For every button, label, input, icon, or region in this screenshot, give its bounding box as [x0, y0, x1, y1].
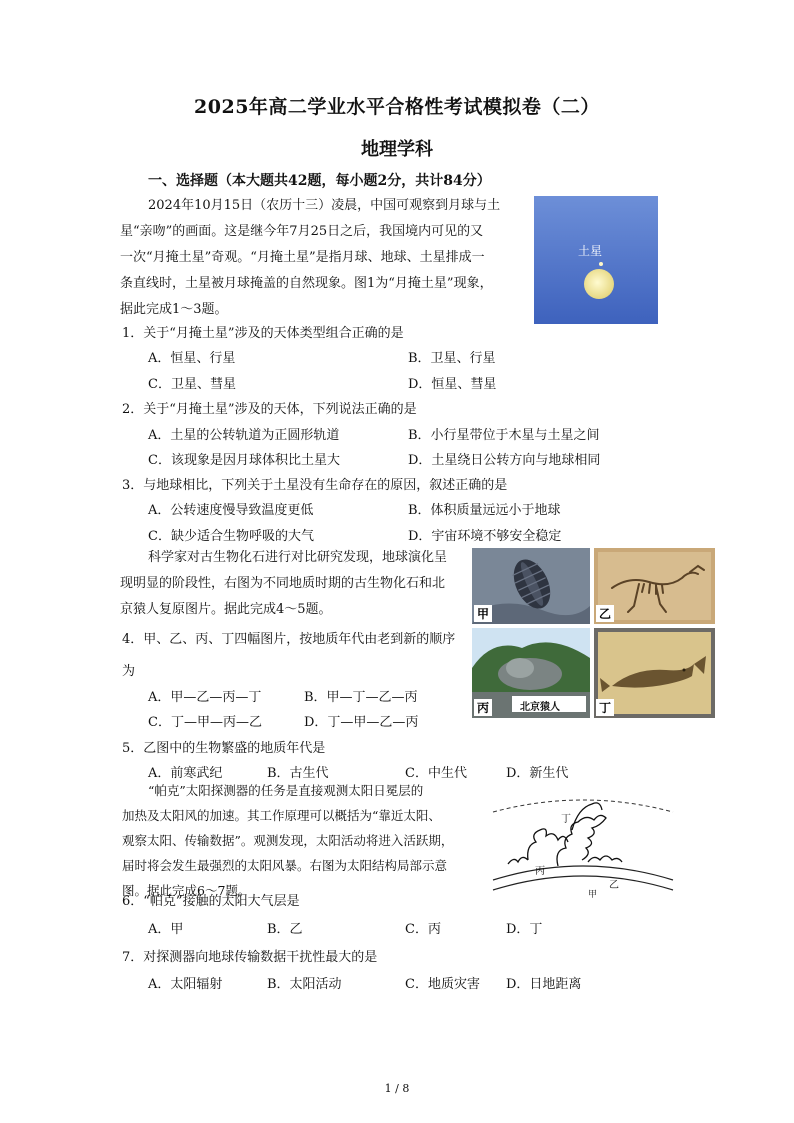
- trilobite-photo: [472, 548, 590, 624]
- intro-line: 一次“月掩土星”奇观。“月掩土星”是指月球、地球、土星排成一: [120, 250, 485, 265]
- q5-option-c[interactable]: C．中生代: [405, 766, 467, 781]
- q5-option-b[interactable]: B．古生代: [267, 766, 329, 781]
- q2-option-b[interactable]: B．小行星带位于木星与土星之间: [408, 428, 600, 443]
- question-3-stem: 3．与地球相比，下列关于土星没有生命存在的原因，叙述正确的是: [122, 478, 508, 493]
- q1-option-d[interactable]: D．恒星、彗星: [408, 377, 497, 392]
- q1-option-b[interactable]: B．卫星、行星: [408, 351, 496, 366]
- peking-man-plaque: 北京猿人: [520, 702, 560, 713]
- intro-line: 京猿人复原图片。据此完成4～5题。: [120, 602, 332, 617]
- intro-passage-1: [120, 193, 501, 323]
- sun-label-ding: 丁: [561, 814, 571, 825]
- intro-passage-3: [122, 778, 454, 903]
- intro-line: 星“亲吻”的画面。这是继今年7月25日之后，我国境内可见的又: [120, 224, 484, 239]
- moon-saturn-photo: [534, 196, 658, 324]
- subject-title: 地理学科: [361, 139, 433, 160]
- q1-option-a[interactable]: A．恒星、行星: [148, 351, 236, 366]
- intro-passage-2: [120, 545, 448, 623]
- q4-option-a[interactable]: A．甲—乙—丙—丁: [148, 690, 262, 705]
- question-4-stem-line2: 为: [122, 664, 136, 679]
- peking-man-photo: [472, 628, 590, 718]
- q7-option-a[interactable]: A．太阳辐射: [148, 977, 223, 992]
- q7-option-d[interactable]: D．日地距离: [506, 977, 582, 992]
- q2-option-d[interactable]: D．土星绕日公转方向与地球相同: [408, 453, 601, 468]
- dinosaur-fossil-photo: [594, 548, 715, 624]
- q3-option-a[interactable]: A．公转速度慢导致温度更低: [148, 503, 314, 518]
- q2-option-a[interactable]: A．土星的公转轨道为正圆形轨道: [148, 428, 340, 443]
- question-4-stem-line1: 4．甲、乙、丙、丁四幅图片，按地质年代由老到新的顺序: [122, 632, 456, 647]
- intro-line: 加热及太阳风的加速。其工作原理可以概括为“靠近太阳、: [122, 808, 441, 823]
- q7-option-c[interactable]: C．地质灾害: [405, 977, 480, 992]
- exam-title: 2025年高二学业水平合格性考试模拟卷（二）: [194, 96, 600, 118]
- intro-line: 据此完成1～3题。: [120, 302, 228, 317]
- intro-line: “帕克”太阳探测器的任务是直接观测太阳日冕层的: [148, 783, 424, 798]
- fossil-figure: [472, 548, 715, 718]
- question-5-stem: 5．乙图中的生物繁盛的地质年代是: [122, 741, 326, 756]
- q6-option-b[interactable]: B．乙: [267, 922, 303, 937]
- q4-option-b[interactable]: B．甲—丁—乙—丙: [304, 690, 418, 705]
- intro-line: 现明显的阶段性，右图为不同地质时期的古生物化石和北: [120, 576, 446, 591]
- intro-line: 2024年10月15日（农历十三）凌晨，中国可观察到月球与土: [148, 198, 501, 213]
- intro-line: 图。据此完成6～7题。: [122, 883, 251, 898]
- q4-option-c[interactable]: C．丁—甲—丙—乙: [148, 715, 262, 730]
- question-7-stem: 7．对探测器向地球传输数据干扰性最大的是: [122, 950, 378, 965]
- page-number: 1 / 8: [384, 1082, 410, 1095]
- intro-line: 届时将会发生最强烈的太阳风暴。右图为太阳结构局部示意: [122, 858, 448, 873]
- q3-option-c[interactable]: C．缺少适合生物呼吸的大气: [148, 529, 314, 544]
- section-heading: 一、选择题（本大题共42题，每小题2分，共计84分）: [148, 173, 491, 189]
- sun-label-jia: 甲: [588, 890, 598, 900]
- q6-option-d[interactable]: D．丁: [506, 922, 543, 937]
- intro-line: 科学家对古生物化石进行对比研究发现，地球演化呈: [148, 550, 448, 565]
- q7-option-b[interactable]: B．太阳活动: [267, 977, 342, 992]
- sun-structure-diagram: [488, 790, 678, 905]
- q5-option-a[interactable]: A．前寒武纪: [148, 766, 223, 781]
- sun-label-bing: 丙: [535, 866, 545, 877]
- fish-fossil-photo: [594, 628, 715, 718]
- fossil-label-jia: 甲: [474, 605, 492, 622]
- sun-label-yi: 乙: [609, 880, 619, 891]
- question-6-stem: 6．“帕克”接触的太阳大气层是: [122, 894, 300, 909]
- q3-option-b[interactable]: B．体积质量远远小于地球: [408, 503, 561, 518]
- fossil-label-ding: 丁: [596, 699, 614, 716]
- saturn-label: 土星: [578, 244, 603, 258]
- intro-line: 条直线时，土星被月球掩盖的自然现象。图1为“月掩土星”现象，: [120, 276, 493, 291]
- question-2-stem: 2．关于“月掩土星”涉及的天体，下列说法正确的是: [122, 402, 417, 417]
- question-1-stem: 1．关于“月掩土星”涉及的天体类型组合正确的是: [122, 326, 404, 341]
- intro-line: 观察太阳、传输数据”。观测发现，太阳活动将进入活跃期，: [122, 833, 454, 848]
- fossil-label-yi: 乙: [596, 605, 614, 622]
- q2-option-c[interactable]: C．该现象是因月球体积比土星大: [148, 453, 340, 468]
- q5-option-d[interactable]: D．新生代: [506, 766, 569, 781]
- q1-option-c[interactable]: C．卫星、彗星: [148, 377, 236, 392]
- q6-option-c[interactable]: C．丙: [405, 922, 441, 937]
- q6-option-a[interactable]: A．甲: [148, 922, 184, 937]
- q4-option-d[interactable]: D．丁—甲—乙—丙: [304, 715, 419, 730]
- fossil-label-bing: 丙: [474, 699, 492, 716]
- q3-option-d[interactable]: D．宇宙环境不够安全稳定: [408, 529, 562, 544]
